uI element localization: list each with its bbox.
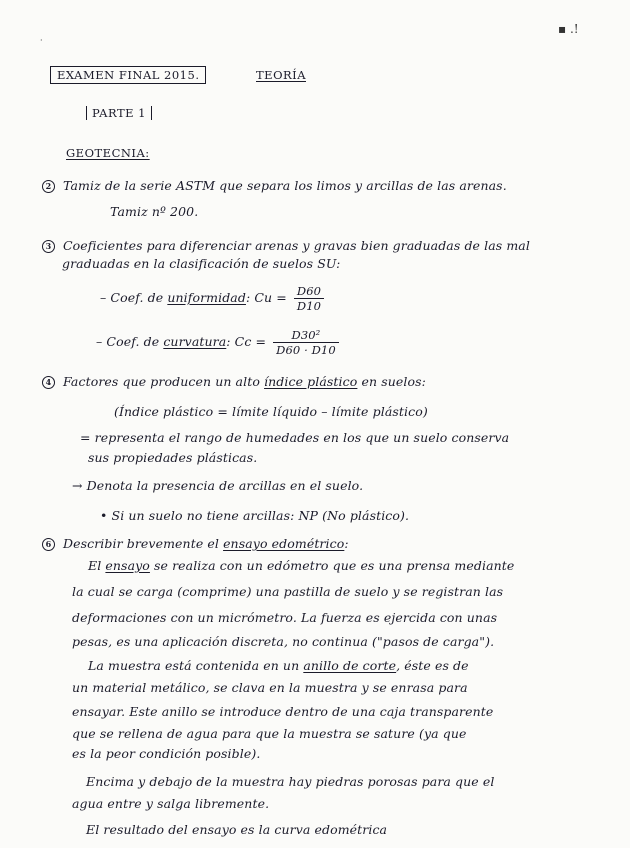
curvature-fraction: $\frac{\text{D30²}}{D60 \cdot D10}$ <box>273 328 339 357</box>
q6-p3-line: agua entre y salga libremente. <box>72 796 270 811</box>
q4-line: 4 Factores que producen un alto índice plástico en suelos: <box>42 374 426 389</box>
q6-number: 6 <box>42 538 55 551</box>
q6-p1-line: deformaciones con un micrómetro. La fuerza es ejercida con unas <box>72 610 498 625</box>
q6-p2-line: un material metálico, se clava en la muestra y se enrasa para <box>72 680 468 695</box>
q6-p1-line: la cual se carga (comprime) una pastilla de suelo y se registran las <box>72 584 504 599</box>
topic-heading: GEOTECNIA: <box>66 146 150 160</box>
q2-line: 2 Tamiz de la serie ASTM que separa los limos y arcillas de las arenas. <box>42 178 507 193</box>
q6-p3-line: Encima y debajo de la muestra hay piedras porosas para que el <box>86 774 495 789</box>
q2-line: Tamiz nº 200. <box>110 204 199 219</box>
q4-number: 4 <box>42 376 55 389</box>
part-label: PARTE 1 <box>86 106 152 120</box>
q3-line: graduadas en la clasificación de suelos SU: <box>62 256 341 271</box>
plasticity-definition: (Índice plástico = límite líquido – límite plástico) <box>114 404 428 419</box>
q6-p1-line: pesas, es una aplicación discreta, no continua ("pasos de carga"). <box>72 634 495 649</box>
curvature-formula: – Coef. de curvatura: Cc = $\frac{\text{D30²}}{D60 \cdot D10}$ <box>96 328 339 357</box>
q4-bullet-line: • Si un suelo no tiene arcillas: NP (No plástico). <box>100 508 410 523</box>
q4-line: = representa el rango de humedades en los que un suelo conserva <box>80 430 510 445</box>
uniformity-formula: – Coef. de uniformidad: Cu = $\frac{D60}{D10}$ <box>100 284 324 313</box>
uniformity-fraction: $\frac{D60}{D10}$ <box>294 284 324 313</box>
q6-title: 6 Describir brevemente el ensayo edométrico: <box>42 536 349 551</box>
q6-p1-line: El ensayo se realiza con un edómetro que es una prensa mediante <box>88 558 515 573</box>
q3-line: 3 Coeficientes para diferenciar arenas y gravas bien graduadas de las mal <box>42 238 530 253</box>
q6-p2-line: ensayar. Este anillo se introduce dentro de una caja transparente <box>72 704 494 719</box>
q6-p2-line: La muestra está contenida en un anillo de corte, éste es de <box>88 658 469 673</box>
q4-arrow-line: → Denota la presencia de arcillas en el suelo. <box>72 478 364 493</box>
q4-line: sus propiedades plásticas. <box>88 450 258 465</box>
q6-p2-line: es la peor condición posible). <box>72 746 261 761</box>
scan-mark: · <box>40 36 43 45</box>
q6-p4-line: El resultado del ensayo es la curva edométrica <box>86 822 388 837</box>
section-title: TEORÍA <box>256 68 306 82</box>
exam-title: EXAMEN FINAL 2015. <box>50 66 206 84</box>
scan-mark: ▪ .! <box>558 22 579 36</box>
q2-number: 2 <box>42 180 55 193</box>
q6-p2-line: que se rellena de agua para que la muestra se sature (ya que <box>72 726 467 741</box>
q3-number: 3 <box>42 240 55 253</box>
